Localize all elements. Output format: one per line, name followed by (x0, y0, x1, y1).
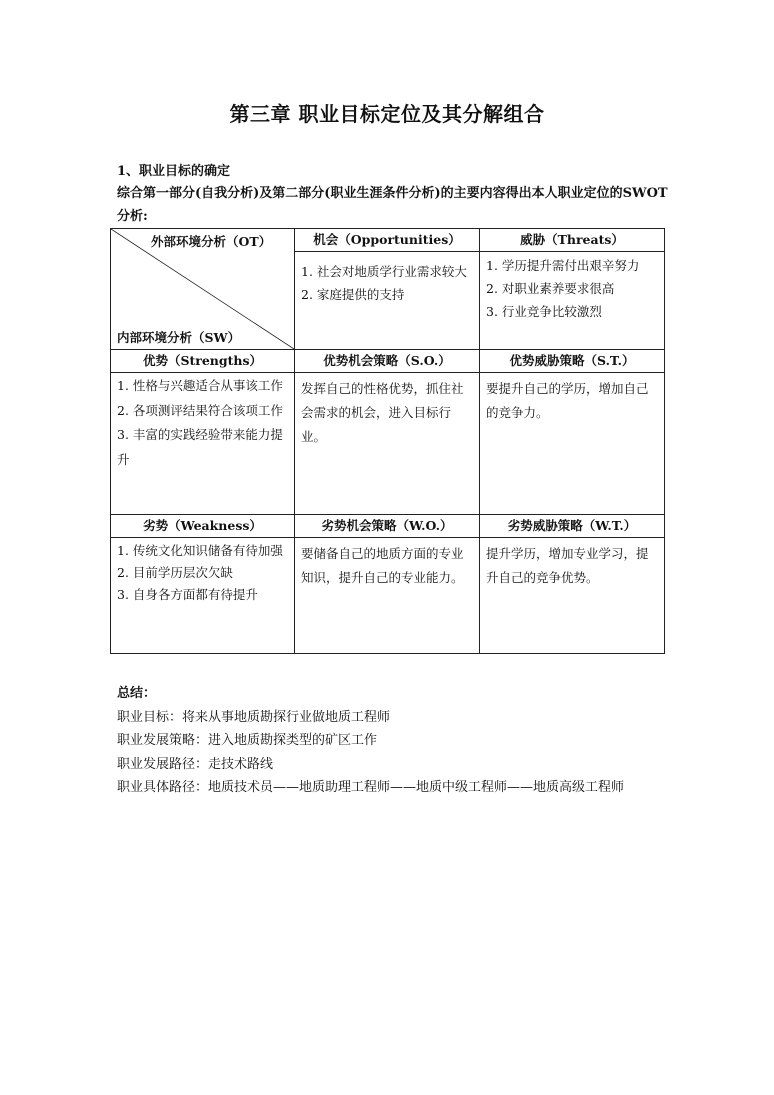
threat-item: 2. 对职业素养要求很高 (486, 281, 615, 296)
strengths-header: 优势（Strengths） (111, 350, 295, 373)
st-strategy-cell (480, 373, 665, 515)
so-strategy-cell (295, 373, 480, 515)
so-strategy-header: 优势机会策略（S.O.） (295, 350, 480, 373)
weaknesses-cell (111, 538, 295, 654)
wt-strategy-header: 劣势威胁策略（W.T.） (480, 515, 665, 538)
wt-strategy-text: 提升学历，增加专业学习，提升自己的竞争优势。 (486, 546, 649, 585)
wo-strategy-text: 要储备自己的地质方面的专业知识，提升自己的专业能力。 (301, 546, 464, 585)
internal-analysis-label: 内部环境分析（SW） (117, 330, 241, 345)
st-strategy-header: 优势威胁策略（S.T.） (480, 350, 665, 373)
opportunity-item: 2. 家庭提供的支持 (301, 287, 405, 302)
opportunities-cell (295, 252, 480, 350)
opportunity-item: 1. 社会对地质学行业需求较大 (301, 264, 467, 279)
summary-line: 职业发展路径：走技术路线 (117, 756, 274, 772)
wo-strategy-header: 劣势机会策略（W.O.） (295, 515, 480, 538)
weakness-item: 3. 自身各方面都有待提升 (117, 587, 258, 602)
swot-table (110, 228, 665, 654)
swot-corner-cell (111, 229, 295, 350)
section-heading: 1、职业目标的确定 (117, 164, 231, 179)
summary-line: 职业具体路径：地质技术员——地质助理工程师——地质中级工程师——地质高级工程师 (117, 780, 625, 795)
strength-item: 2. 各项测评结果符合该项工作 (117, 402, 283, 418)
summary-line: 职业发展策略：进入地质勘探类型的矿区工作 (117, 733, 378, 748)
threat-item: 3. 行业竞争比较激烈 (486, 304, 602, 319)
page-title: 第三章 职业目标定位及其分解组合 (229, 102, 545, 126)
summary-title: 总结： (117, 686, 157, 701)
weakness-item: 2. 目前学历层次欠缺 (117, 565, 233, 580)
strengths-cell (111, 373, 295, 515)
threats-header: 威胁（Threats） (480, 229, 665, 252)
st-strategy-text: 要提升自己的学历，增加自己的竞争力。 (486, 381, 649, 420)
intro-paragraph: 综合第一部分(自我分析)及第二部分(职业生涯条件分析)的主要内容得出本人职业定位的SWOT 分析: (117, 186, 668, 224)
strength-item: 1. 性格与兴趣适合从事该工作 (117, 378, 283, 393)
opportunities-header: 机会（Opportunities） (295, 229, 480, 252)
weakness-item: 1. 传统文化知识储备有待加强 (117, 543, 283, 558)
threats-cell (480, 252, 665, 350)
strength-item: 3. 丰富的实践经验带来能力提升 (117, 427, 283, 467)
weakness-header: 劣势（Weakness） (111, 515, 295, 538)
external-analysis-label: 外部环境分析（OT） (151, 234, 272, 249)
wo-strategy-cell (295, 538, 480, 654)
wt-strategy-cell (480, 538, 665, 654)
threat-item: 1. 学历提升需付出艰辛努力 (486, 258, 640, 273)
so-strategy-text: 发挥自己的性格优势，抓住社会需求的机会，进入目标行业。 (301, 381, 464, 444)
summary-section (117, 682, 624, 800)
summary-line: 职业目标：将来从事地质勘探行业做地质工程师 (117, 709, 391, 725)
